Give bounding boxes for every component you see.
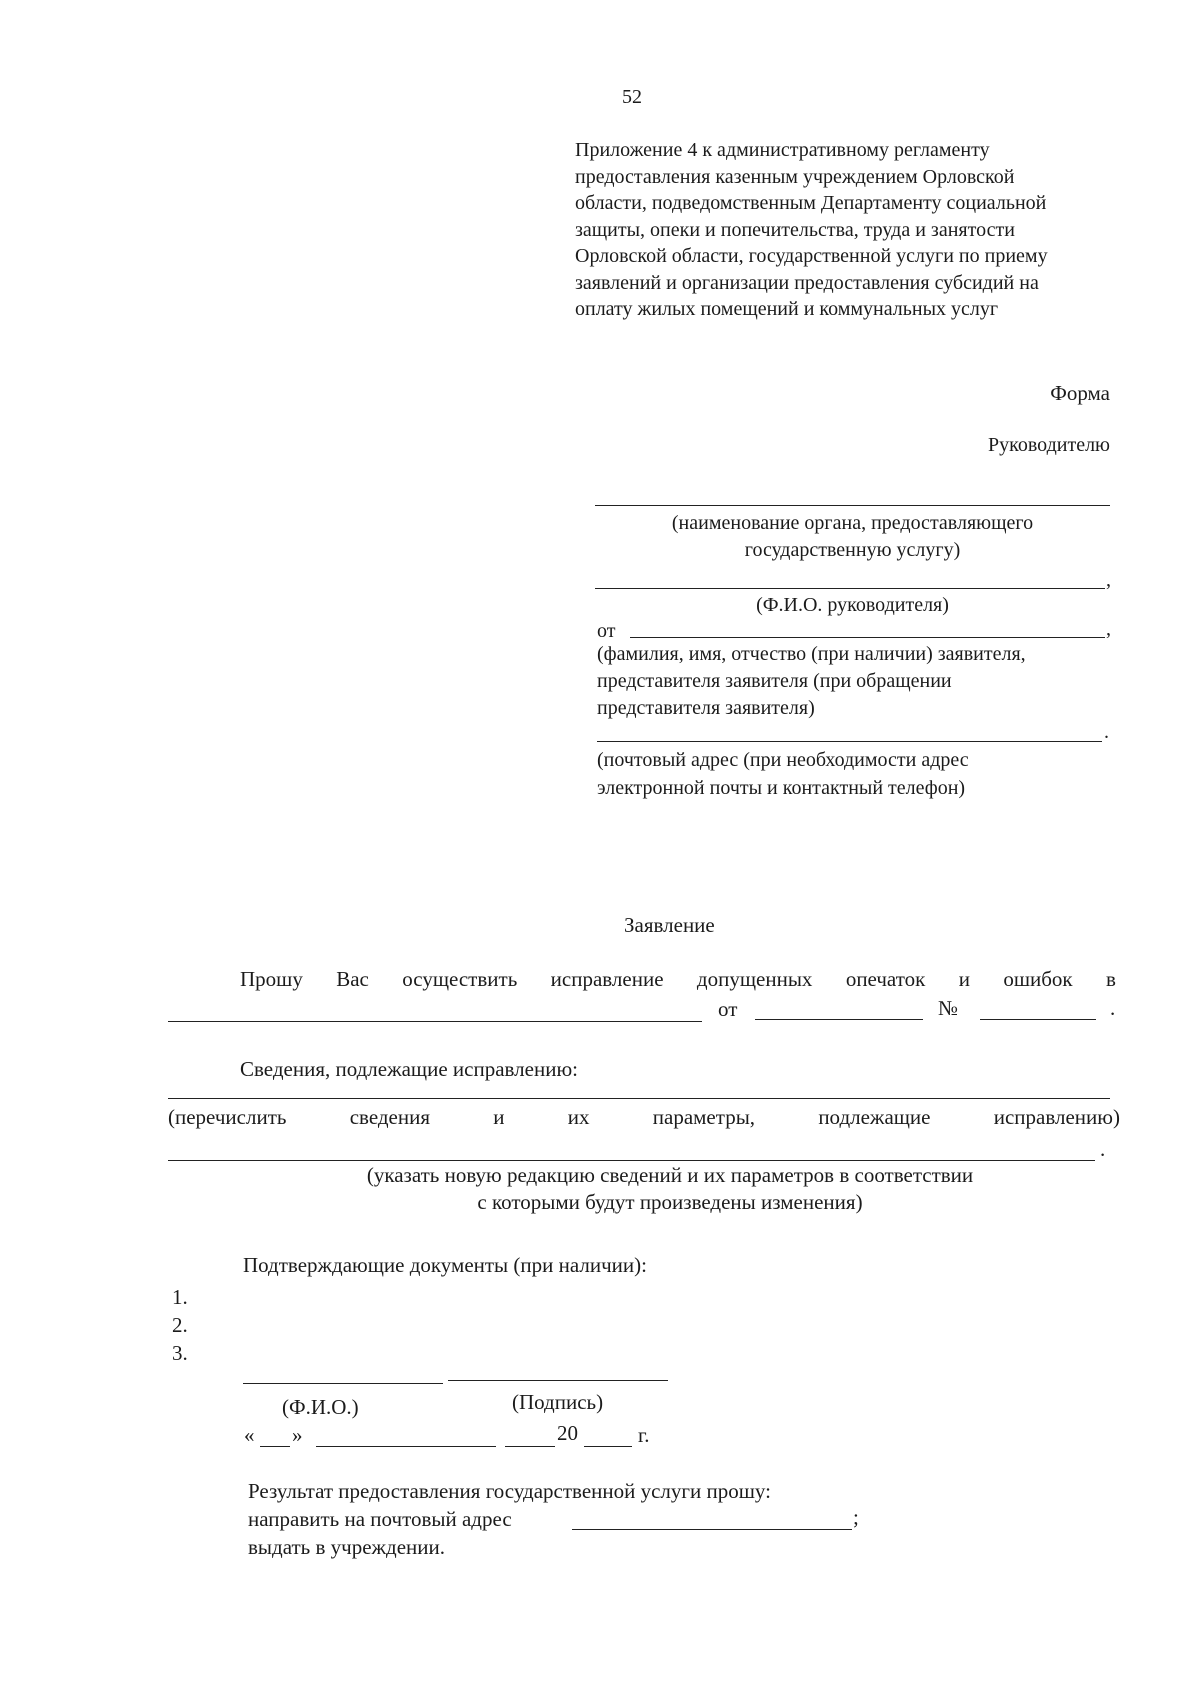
result-line-3: выдать в учреждении. <box>248 1535 446 1559</box>
appendix-line: защиты, опеки и попечительства, труда и занятости <box>575 218 1015 241</box>
corrections-hint-word: их <box>567 1105 590 1129</box>
result-line-1: Результат предоставления государственной услуги прошу: <box>248 1479 771 1503</box>
year-suffix: г. <box>638 1423 650 1447</box>
applicant-hint-line: представителя заявителя (при обращении <box>597 670 952 692</box>
corrections-hint-word: подлежащие <box>818 1105 931 1129</box>
month-line <box>316 1446 496 1447</box>
corrections-hint <box>168 1104 1120 1131</box>
appendix-line: области, подведомственным Департаменту социальной <box>575 192 1047 214</box>
corrections-hint-word: исправлению) <box>993 1105 1120 1129</box>
semicolon: ; <box>853 1505 859 1529</box>
new-version-hint-1: (указать новую редакцию сведений и их параметров в соответствии <box>366 1163 974 1187</box>
appendix-line: заявлений и организации предоставления субсидий на <box>575 271 1039 294</box>
period: . <box>1100 1137 1106 1161</box>
applicant-hint <box>597 641 1026 722</box>
fio-hint: (Ф.И.О.) <box>282 1395 359 1419</box>
appendix-line: Орловской области, государственной услуги по приему <box>575 245 1048 267</box>
document-item-number: 3. <box>172 1341 188 1365</box>
request-line <box>240 966 1116 993</box>
document-name-line <box>168 1021 702 1022</box>
statement-title: Заявление <box>624 913 715 937</box>
head-name-line <box>595 588 1105 589</box>
corrections-hint-word: (перечислить <box>168 1105 287 1129</box>
signature-line <box>448 1380 668 1381</box>
new-version-line <box>168 1160 1095 1161</box>
corrections-label: Сведения, подлежащие исправлению: <box>240 1057 578 1081</box>
document-item-number: 2. <box>172 1313 188 1337</box>
request-word: осуществить <box>402 967 518 991</box>
request-word: допущенных <box>696 967 813 991</box>
request-word: ошибок <box>1003 967 1073 991</box>
address-hint <box>597 746 969 802</box>
head-hint: (Ф.И.О. руководителя) <box>756 594 949 616</box>
corrections-hint-word: параметры, <box>652 1105 756 1129</box>
request-word: Вас <box>336 967 369 991</box>
postal-address-line <box>572 1529 852 1530</box>
fio-line <box>243 1383 443 1384</box>
number-sign: № <box>938 996 959 1020</box>
applicant-hint-line: представителя заявителя) <box>597 697 815 719</box>
address-line <box>597 741 1102 742</box>
corrections-line <box>168 1098 1110 1099</box>
document-item-number: 1. <box>172 1285 188 1309</box>
addressee-to: Руководителю <box>988 434 1110 456</box>
corrections-hint-word: сведения <box>349 1105 431 1129</box>
address-hint-line: (почтовый адрес (при необходимости адрес <box>597 749 969 771</box>
appendix-line: оплату жилых помещений и коммунальных услуг <box>575 298 999 320</box>
period: . <box>1104 721 1109 743</box>
spacer-line <box>505 1446 555 1447</box>
from-word: от <box>718 997 738 1021</box>
corrections-hint-word: и <box>493 1105 505 1129</box>
request-word: в <box>1106 967 1116 991</box>
year-prefix: 20 <box>557 1421 578 1445</box>
form-label: Форма <box>1050 381 1110 405</box>
page-number: 52 <box>622 86 642 108</box>
documents-label: Подтверждающие документы (при наличии): <box>243 1253 647 1277</box>
appendix-line: Приложение 4 к административному регламенту <box>575 139 990 161</box>
new-version-hint-2: с которыми будут произведены изменения) <box>477 1190 863 1214</box>
documents-list <box>172 1283 188 1367</box>
number-line <box>980 1019 1096 1020</box>
day-line <box>260 1446 290 1447</box>
applicant-line <box>630 637 1105 638</box>
period: . <box>1110 996 1116 1020</box>
year-line <box>584 1446 632 1447</box>
comma: , <box>1106 569 1111 591</box>
quote-close: » <box>292 1423 303 1447</box>
request-word: и <box>958 967 970 991</box>
from-prefix: от <box>597 620 616 642</box>
comma: , <box>1106 618 1111 640</box>
request-word: исправление <box>550 967 664 991</box>
appendix-header <box>575 137 1048 323</box>
request-word: опечаток <box>845 967 926 991</box>
org-name-line <box>595 505 1110 506</box>
request-word: Прошу <box>240 967 303 991</box>
signature-hint: (Подпись) <box>512 1390 604 1414</box>
address-hint-line: электронной почты и контактный телефон) <box>597 777 966 799</box>
date-line <box>755 1019 923 1020</box>
org-hint-2: государственную услугу) <box>744 539 961 561</box>
org-hint-1: (наименование органа, предоставляющего <box>671 512 1034 534</box>
applicant-hint-line: (фамилия, имя, отчество (при наличии) заявителя, <box>597 643 1026 665</box>
result-line-2: направить на почтовый адрес <box>248 1507 512 1531</box>
appendix-line: предоставления казенным учреждением Орловской <box>575 165 1015 188</box>
quote-open: « <box>244 1423 255 1447</box>
